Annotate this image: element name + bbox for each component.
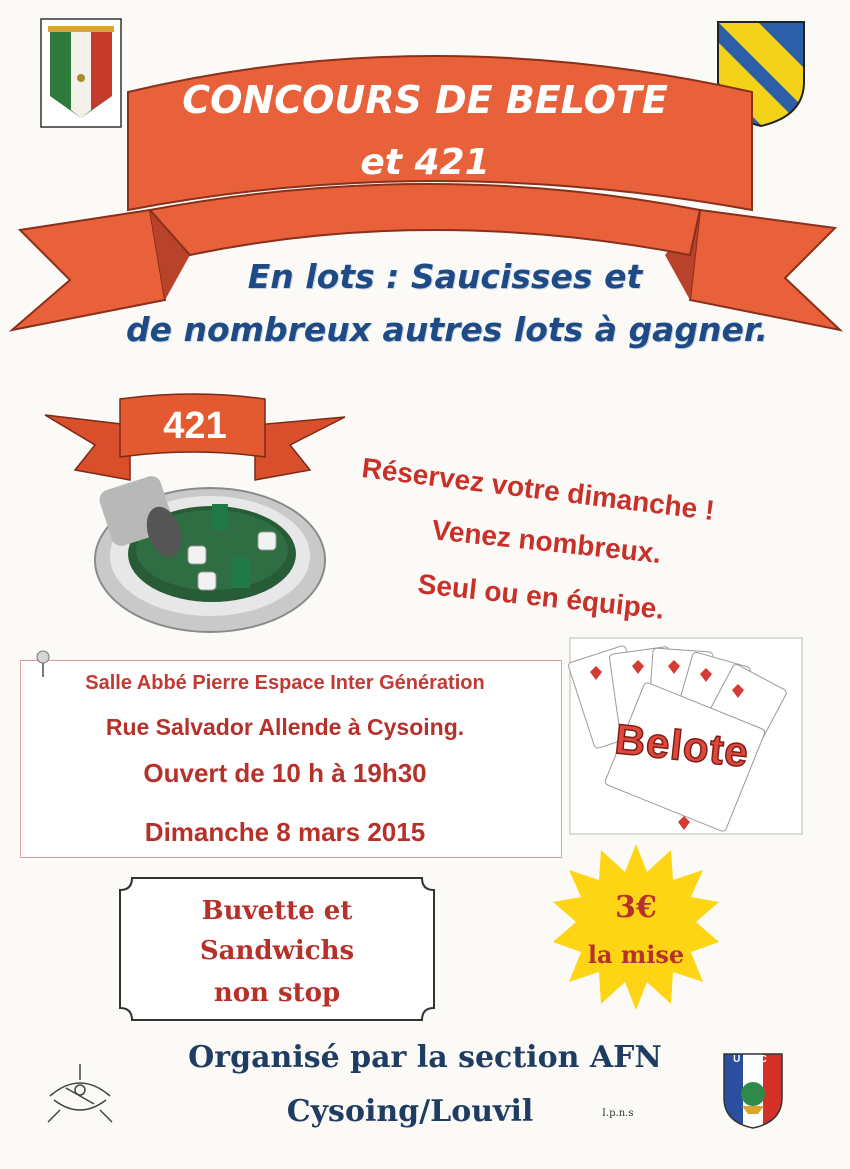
tagline-line-3: Seul ou en équipe. [416, 568, 666, 625]
tagline-line-2: Venez nombreux. [430, 514, 663, 569]
refreshments-line-3: non stop [213, 978, 341, 1008]
game-badge-label: 421 [163, 405, 227, 447]
poster-title: CONCOURS DE BELOTE [182, 78, 668, 122]
opening-hours: Ouvert de 10 h à 19h30 [143, 758, 427, 788]
dice-tray-illustration [90, 460, 330, 640]
cards-label: Belote [612, 715, 752, 776]
organizer-line-2: Cysoing/Louvil [286, 1094, 534, 1129]
refreshments-line-1: Buvette et [201, 896, 353, 926]
price-label: la mise [587, 940, 685, 969]
price-starburst [551, 842, 721, 1012]
refreshments-line-2: Sandwichs [199, 936, 355, 966]
tagline-line-1: Réservez votre dimanche ! [360, 452, 717, 527]
venue-name: Salle Abbé Pierre Espace Inter Génération [85, 672, 485, 694]
prizes-line-2: de nombreux autres lots à gagner. [125, 310, 769, 349]
poster-subtitle: et 421 [360, 142, 490, 183]
unc-logo-text: UNC [733, 1054, 773, 1065]
event-date: Dimanche 8 mars 2015 [144, 817, 426, 847]
venue-street: Rue Salvador Allende à Cysoing. [105, 714, 465, 740]
organizer-line-1: Organisé par la section AFN [188, 1040, 662, 1075]
price-amount: 3€ [615, 890, 657, 925]
prizes-line-1: En lots : Saucisses et [247, 257, 643, 296]
print-note: I.p.n.s [602, 1108, 634, 1119]
